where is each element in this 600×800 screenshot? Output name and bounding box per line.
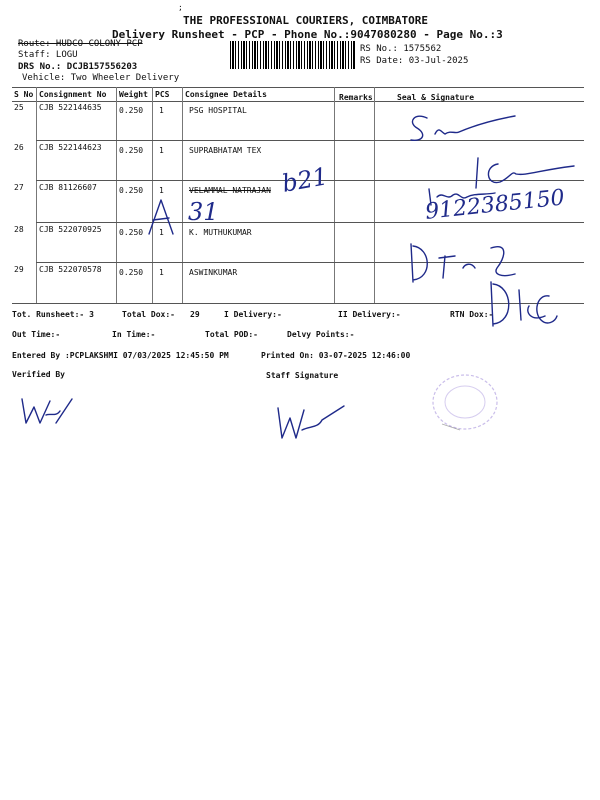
top-mark: ; [178,3,183,12]
col-header-consignee: Consignee Details [185,90,267,99]
handwritten-phone-note: 9122385150 [424,185,566,225]
i-delivery-label: I Delivery:- [224,310,282,319]
table-top-border [12,87,584,88]
staff-signature-label: Staff Signature [266,371,339,380]
handwritten-letter-a [145,196,180,236]
route-label [18,39,143,49]
row-weight: 0.250 [119,146,144,155]
col-header-seal: Seal & Signature [397,93,475,102]
signature-row-27 [425,185,525,207]
rs-number: RS No.: 1575562 [360,44,442,54]
total-dox-value: 29 [190,310,200,319]
handwritten-number: 31 [188,198,219,226]
staff-signature [272,400,347,445]
total-runsheet: Tot. Runsheet:- 3 [12,310,94,319]
barcode [230,41,356,69]
drs-value: DCJB157556203 [66,62,138,72]
row-pcs: 1 [159,106,164,115]
row-sno: 27 [14,183,24,192]
col-header-sno: S No [14,90,34,99]
row-consignee: PSG HOSPITAL [189,106,247,115]
drs-number [18,62,137,72]
row-sno: 25 [14,103,24,112]
in-time-label: In Time:- [112,330,156,339]
row-consignment: CJB 522144635 [39,103,102,112]
ii-delivery-label: II Delivery:- [338,310,401,319]
row-pcs: 1 [159,186,164,195]
signature-row-29 [485,276,560,331]
out-time-label: Out Time:- [12,330,61,339]
col-header-pcs: PCS [155,90,170,99]
vehicle-label: Vehicle: Two Wheeler Delivery [22,73,180,83]
staff-label: Staff: LOGU [18,50,78,60]
col-divider [116,87,117,303]
row-sno: 28 [14,225,24,234]
verified-by-signature [16,395,76,430]
col-divider [374,87,375,303]
row-weight: 0.250 [119,106,144,115]
row-consignment: CJB 81126607 [39,183,97,192]
row-consignment: CJB 522144623 [39,143,102,152]
col-divider [334,87,335,303]
total-dox-label: Total Dox:- [122,310,175,319]
rs-date: RS Date: 03-Jul-2025 [360,56,469,66]
col-header-remarks: Remarks [339,93,373,102]
verified-by-label: Verified By [12,370,65,379]
route-text: Route: HUDCO COLONY PCP [18,39,143,49]
col-header-weight: Weight [119,90,148,99]
row-pcs: 1 [159,268,164,277]
row-pcs: 1 [159,146,164,155]
row-consignee: K. MUTHUKUMAR [189,228,252,237]
signature-row-25 [405,108,525,148]
col-header-consignment: Consignment No [39,90,107,99]
handwritten-code: b21 [279,162,330,198]
table-header-border [12,101,584,102]
drs-label: DRS No.: [18,62,62,72]
row-consignment: CJB 522070925 [39,225,102,234]
col-divider [36,87,37,303]
delvy-points-label: Delvy Points:- [287,330,355,339]
row-consignee: ASWINKUMAR [189,268,238,277]
col-divider [182,87,183,303]
row-weight: 0.250 [119,186,144,195]
row-consignment: CJB 522070578 [39,265,102,274]
rtn-dox-label: RTN Dox:- [450,310,494,319]
row-sno: 26 [14,143,24,152]
entered-by: Entered By :PCPLAKSHMI 07/03/2025 12:45:50 PM [12,351,229,360]
col-divider [152,87,153,303]
row-sno: 29 [14,265,24,274]
row-divider [36,222,584,223]
row-consignee: VELAMMAL NATRAJAN [189,186,271,195]
row-weight: 0.250 [119,228,144,237]
runsheet-subtitle: Delivery Runsheet - PCP - Phone No.:9047080280 - Page No.:3 [112,28,503,41]
company-title: THE PROFESSIONAL COURIERS, COIMBATORE [183,14,429,27]
row-consignee: SUPRABHATAM TEX [189,146,262,155]
row-pcs: 1 [159,228,164,237]
stamp-seal [430,372,500,432]
row-weight: 0.250 [119,268,144,277]
printed-on: Printed On: 03-07-2025 12:46:00 [261,351,411,360]
total-pod-label: Total POD:- [205,330,258,339]
